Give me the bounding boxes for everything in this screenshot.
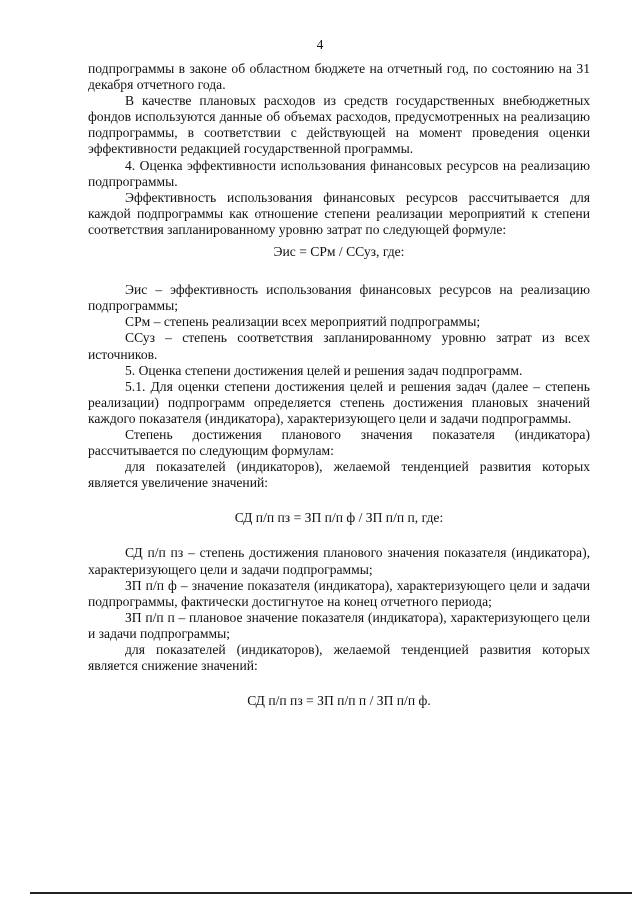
paragraph: СРм – степень реализации всех мероприятий подпрограммы; — [125, 314, 481, 330]
paragraph: Эис – эффективность использования финансовых ресурсов на реализацию подпрограммы; — [88, 282, 590, 314]
document-body — [88, 61, 590, 709]
paragraph: для показателей (индикаторов), желаемой тенденцией развития которых является увеличение значений: — [88, 459, 590, 491]
formula: СД п/п пз = ЗП п/п ф / ЗП п/п п, где: — [234, 510, 444, 526]
bottom-edge-line — [30, 892, 632, 894]
paragraph: ЗП п/п ф – значение показателя (индикатора), характеризующего цели и задачи подпрограммы, фактически достигнутое на конец отчетного периода; — [88, 577, 590, 609]
paragraph: СД п/п пз – степень достижения планового значения показателя (индикатора), характеризующего цели и задачи подпрограммы; — [88, 545, 590, 577]
page-number: 4 — [316, 37, 324, 52]
paragraph: Эффективность использования финансовых ресурсов рассчитывается для каждой подпрограммы как отношение степени реализации мероприятий к степени соответствия запланированному уровню затрат по следующей формуле: — [88, 189, 590, 237]
formula: Эис = СРм / ССуз, где: — [273, 244, 405, 260]
paragraph: для показателей (индикаторов), желаемой тенденцией развития которых является снижение значений: — [88, 642, 590, 674]
paragraph: ССуз – степень соответствия запланированному уровню затрат из всех источников. — [88, 330, 590, 362]
paragraph: 5. Оценка степени достижения целей и решения задач подпрограмм. — [125, 362, 523, 378]
paragraph: 5.1. Для оценки степени достижения целей и решения задач (далее – степень реализации) подпрограмм определяется степень достижения плановых значений каждого показателя (индикатора), характеризующего цели и задачи подпрограммы. — [88, 378, 590, 426]
paragraph: Степень достижения планового значения показателя (индикатора) рассчитывается по следующим формулам: — [88, 426, 590, 459]
paragraph: подпрограммы в законе об областном бюджете на отчетный год, по состоянию на 31 декабря отчетного года. — [88, 61, 590, 93]
formula: СД п/п пз = ЗП п/п п / ЗП п/п ф. — [247, 693, 431, 709]
paragraph: В качестве плановых расходов из средств государственных внебюджетных фондов используются данные об объемах расходов, предусмотренных на реализацию подпрограммы, в соответствии с действующей на момент проведения оценки эффективности редакцией государственной программы. — [88, 93, 590, 157]
paragraph: ЗП п/п п – плановое значение показателя (индикатора), характеризующего цели и задачи подпрограммы; — [88, 609, 590, 641]
paragraph: 4. Оценка эффективности использования финансовых ресурсов на реализацию подпрограммы. — [88, 157, 590, 189]
